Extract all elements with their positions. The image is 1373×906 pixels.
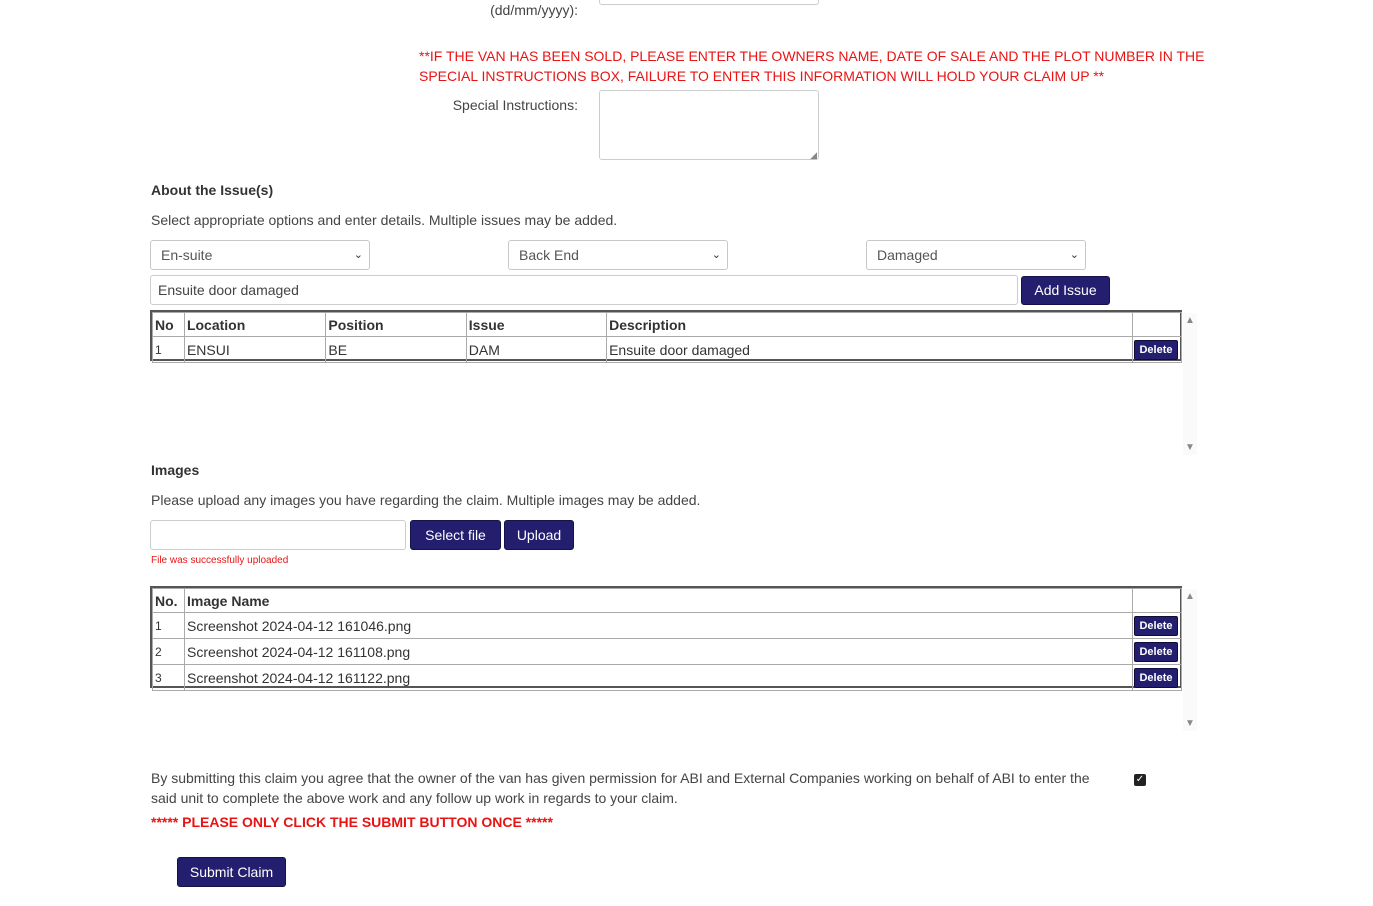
agreement-text: By submitting this claim you agree that the owner of the van has given permission for ABI and External Companies working on behalf of ABI to enter the said unit to complete the above work and any follow up work in regards to your claim. [151, 770, 1090, 806]
scroll-down-icon[interactable]: ▼ [1185, 442, 1195, 453]
images-heading: Images [151, 462, 200, 478]
date-input[interactable] [599, 0, 819, 5]
cell-no: 1 [153, 337, 185, 363]
issue-description-value: Ensuite door damaged [158, 282, 299, 298]
table-row [153, 337, 1182, 363]
column-header-actions [1132, 589, 1181, 613]
column-header: Position [326, 313, 466, 337]
chevron-down-icon: ⌄ [1069, 249, 1079, 261]
scroll-up-icon[interactable]: ▲ [1185, 315, 1195, 326]
issues-table-container [150, 310, 1182, 361]
file-path-input[interactable] [150, 520, 406, 550]
delete-issue-button[interactable]: Delete [1134, 340, 1178, 360]
upload-button[interactable]: Upload [504, 520, 574, 550]
cell-image-name: Screenshot 2024-04-12 161108.png [184, 639, 1132, 665]
cell-description: Ensuite door damaged [607, 337, 1133, 363]
location-select-value: En-suite [161, 247, 213, 263]
cell-issue: DAM [466, 337, 606, 363]
special-instructions-label: Special Instructions: [452, 97, 578, 113]
images-scrollbar[interactable] [1183, 589, 1197, 731]
images-subtext: Please upload any images you have regarding the claim. Multiple images may be added. [151, 492, 701, 508]
issue-select[interactable] [866, 240, 1086, 270]
upload-status: File was successfully uploaded [151, 555, 289, 566]
column-header: Image Name [184, 589, 1132, 613]
issue-description-input[interactable] [150, 275, 1018, 305]
position-select-value: Back End [519, 247, 579, 263]
table-row [153, 665, 1182, 691]
add-issue-button[interactable]: Add Issue [1021, 276, 1110, 305]
checkmark-icon: ✓ [1135, 774, 1145, 785]
images-table [152, 588, 1182, 691]
table-row [153, 613, 1182, 639]
issues-subtext: Select appropriate options and enter details. Multiple issues may be added. [151, 212, 618, 228]
cell-action [1132, 639, 1181, 665]
cell-action [1132, 613, 1181, 639]
cell-no: 3 [153, 665, 185, 691]
cell-no: 1 [153, 613, 185, 639]
issues-heading: About the Issue(s) [151, 182, 274, 198]
column-header: No [153, 313, 185, 337]
submit-claim-button[interactable]: Submit Claim [177, 857, 286, 887]
cell-position: BE [326, 337, 466, 363]
submit-warning: ***** PLEASE ONLY CLICK THE SUBMIT BUTTON ONCE ***** [151, 814, 553, 830]
cell-action [1132, 665, 1181, 691]
cell-image-name: Screenshot 2024-04-12 161122.png [184, 665, 1132, 691]
column-header: Description [607, 313, 1133, 337]
scroll-down-icon[interactable]: ▼ [1185, 718, 1195, 729]
chevron-down-icon: ⌄ [353, 249, 363, 261]
column-header: No. [153, 589, 185, 613]
cell-action [1132, 337, 1181, 363]
special-instructions-textarea[interactable] [599, 90, 819, 160]
images-table-header [153, 589, 1182, 613]
issues-table-header [153, 313, 1182, 337]
date-label: (dd/mm/yyyy): [490, 2, 578, 18]
images-table-container [150, 586, 1182, 688]
position-select[interactable] [508, 240, 728, 270]
select-file-button[interactable]: Select file [410, 520, 501, 550]
resize-handle-icon[interactable]: ◢ [810, 150, 817, 160]
issue-select-value: Damaged [877, 247, 938, 263]
scroll-up-icon[interactable]: ▲ [1185, 591, 1195, 602]
sold-warning: **IF THE VAN HAS BEEN SOLD, PLEASE ENTER THE OWNERS NAME, DATE OF SALE AND THE PLOT NUMBER IN THE SPECIAL INSTRUCTIONS BOX, FAILURE TO ENTER THIS INFORMATION WILL HOLD YOUR CLAIM UP ** [419, 48, 1205, 84]
delete-image-button[interactable]: Delete [1134, 642, 1178, 662]
cell-location: ENSUI [184, 337, 325, 363]
column-header: Location [184, 313, 325, 337]
delete-image-button[interactable]: Delete [1134, 616, 1178, 636]
cell-image-name: Screenshot 2024-04-12 161046.png [184, 613, 1132, 639]
location-select[interactable] [150, 240, 370, 270]
column-header: Issue [466, 313, 606, 337]
table-row [153, 639, 1182, 665]
issues-table [152, 312, 1182, 363]
column-header-actions [1132, 313, 1181, 337]
delete-image-button[interactable]: Delete [1134, 668, 1178, 688]
chevron-down-icon: ⌄ [711, 249, 721, 261]
issues-scrollbar[interactable] [1183, 313, 1197, 455]
cell-no: 2 [153, 639, 185, 665]
agreement-checkbox[interactable] [1134, 774, 1146, 786]
